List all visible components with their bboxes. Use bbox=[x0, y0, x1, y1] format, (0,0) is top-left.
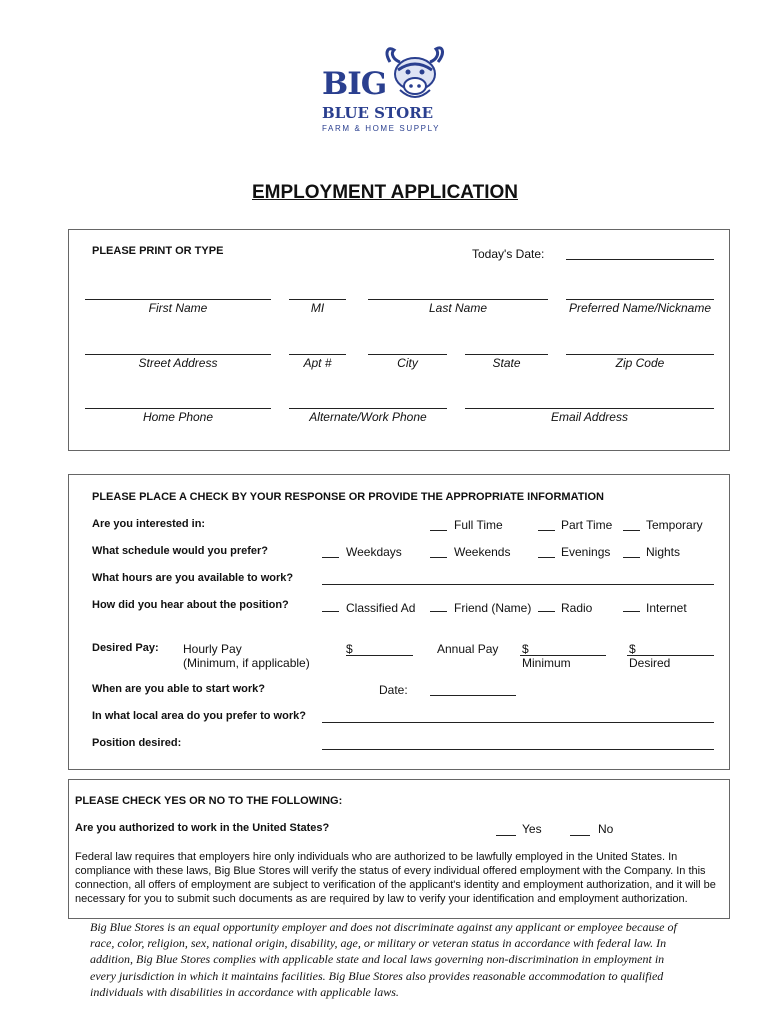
last-name-label: Last Name bbox=[428, 301, 488, 315]
bull-icon bbox=[380, 44, 450, 106]
mi-label: MI bbox=[310, 301, 325, 315]
friend-checkbox[interactable] bbox=[430, 611, 447, 612]
mi-field[interactable] bbox=[289, 299, 346, 300]
state-field[interactable] bbox=[465, 354, 548, 355]
internet-label: Internet bbox=[646, 601, 687, 615]
todays-date-field[interactable] bbox=[566, 259, 714, 260]
eeo-statement: Big Blue Stores is an equal opportunity employer and does not discriminate against any applicant or employee because of race, color, religion, sex, national origin, disability, age, or military or veteran status in accordance with federal law. In addition, Big Blue Stores complies with applicable state and local laws governing non-discrimination in employment in every jurisdiction in which it maintains facilities. Big Blue Stores also provides reasonable accommodation to qualified individuals with disabilities in accordance with applicable laws. bbox=[90, 920, 677, 999]
email-label: Email Address bbox=[551, 410, 628, 424]
hours-question: What hours are you available to work? bbox=[92, 572, 294, 584]
state-label: State bbox=[492, 356, 521, 370]
local-area-field[interactable] bbox=[322, 722, 714, 723]
radio-checkbox[interactable] bbox=[538, 611, 555, 612]
weekends-checkbox[interactable] bbox=[430, 557, 447, 558]
section1-heading: PLEASE PRINT OR TYPE bbox=[92, 245, 224, 257]
zip-code-field[interactable] bbox=[566, 354, 714, 355]
hourly-pay-label: Hourly Pay bbox=[183, 642, 242, 656]
position-question: Position desired: bbox=[92, 737, 182, 749]
part-time-checkbox[interactable] bbox=[538, 530, 555, 531]
hourly-pay-note: (Minimum, if applicable) bbox=[183, 656, 310, 670]
weekdays-label: Weekdays bbox=[346, 545, 402, 559]
nights-checkbox[interactable] bbox=[623, 557, 640, 558]
evenings-checkbox[interactable] bbox=[538, 557, 555, 558]
schedule-question: What schedule would you prefer? bbox=[92, 545, 269, 557]
first-name-label: First Name bbox=[148, 301, 208, 315]
start-question: When are you able to start work? bbox=[92, 683, 265, 695]
start-date-field[interactable] bbox=[430, 695, 516, 696]
logo-tagline: FARM & HOME SUPPLY bbox=[322, 124, 441, 133]
hourly-dollar: $ bbox=[346, 642, 353, 656]
street-address-field[interactable] bbox=[85, 354, 271, 355]
work-phone-label: Alternate/Work Phone bbox=[309, 410, 427, 424]
logo-big-text: BIG bbox=[322, 66, 387, 102]
hear-question: How did you hear about the position? bbox=[92, 599, 289, 611]
street-address-label: Street Address bbox=[138, 356, 218, 370]
federal-law-text: Federal law requires that employers hire only individuals who are authorized to be lawfully employed in the United States. In compliance with these laws, Big Blue Stores will verify the status of every individual offered employment with the Company. In this connection, all offers of employment are subject to verification of the applicant's identity and employment authorization, and it will be necessary for you to submit such documents as are required by law to verify your identification and employment authorization. bbox=[75, 851, 716, 905]
hourly-pay-field[interactable] bbox=[346, 655, 413, 656]
preferred-name-field[interactable] bbox=[566, 299, 714, 300]
no-checkbox[interactable] bbox=[570, 835, 590, 836]
page-title: EMPLOYMENT APPLICATION bbox=[252, 182, 518, 203]
todays-date-label: Today's Date: bbox=[472, 247, 545, 261]
full-time-checkbox[interactable] bbox=[430, 530, 447, 531]
zip-code-label: Zip Code bbox=[615, 356, 665, 370]
classified-ad-label: Classified Ad bbox=[346, 601, 416, 615]
section3-heading: PLEASE CHECK YES OR NO TO THE FOLLOWING: bbox=[75, 795, 343, 807]
internet-checkbox[interactable] bbox=[623, 611, 640, 612]
hours-field[interactable] bbox=[322, 584, 714, 585]
radio-label: Radio bbox=[561, 601, 593, 615]
home-phone-label: Home Phone bbox=[142, 410, 214, 424]
local-area-question: In what local area do you prefer to work? bbox=[92, 710, 306, 722]
start-date-label: Date: bbox=[379, 683, 408, 697]
part-time-label: Part Time bbox=[561, 518, 613, 532]
authorized-question: Are you authorized to work in the United States? bbox=[75, 822, 330, 834]
first-name-field[interactable] bbox=[85, 299, 271, 300]
no-label: No bbox=[598, 822, 614, 836]
minimum-label: Minimum bbox=[522, 656, 571, 670]
apt-label: Apt # bbox=[303, 356, 332, 370]
annual-min-dollar: $ bbox=[522, 642, 529, 656]
city-field[interactable] bbox=[368, 354, 447, 355]
full-time-label: Full Time bbox=[454, 518, 503, 532]
company-logo bbox=[318, 44, 458, 136]
email-field[interactable] bbox=[465, 408, 714, 409]
apt-field[interactable] bbox=[289, 354, 346, 355]
home-phone-field[interactable] bbox=[85, 408, 271, 409]
yes-label: Yes bbox=[522, 822, 542, 836]
evenings-label: Evenings bbox=[561, 545, 611, 559]
weekdays-checkbox[interactable] bbox=[322, 557, 339, 558]
last-name-field[interactable] bbox=[368, 299, 548, 300]
preferred-name-label: Preferred Name/Nickname bbox=[568, 301, 712, 315]
position-field[interactable] bbox=[322, 749, 714, 750]
temporary-checkbox[interactable] bbox=[623, 530, 640, 531]
work-phone-field[interactable] bbox=[289, 408, 447, 409]
friend-label: Friend (Name) bbox=[454, 601, 532, 615]
desired-label: Desired bbox=[629, 656, 671, 670]
temporary-label: Temporary bbox=[646, 518, 703, 532]
section2-heading: PLEASE PLACE A CHECK BY YOUR RESPONSE OR PROVIDE THE APPROPRIATE INFORMATION bbox=[92, 491, 604, 503]
annual-pay-label: Annual Pay bbox=[437, 642, 499, 656]
classified-ad-checkbox[interactable] bbox=[322, 611, 339, 612]
desired-pay-label: Desired Pay: bbox=[92, 642, 159, 654]
weekends-label: Weekends bbox=[454, 545, 511, 559]
city-label: City bbox=[397, 356, 418, 370]
yes-checkbox[interactable] bbox=[496, 835, 516, 836]
nights-label: Nights bbox=[646, 545, 681, 559]
interested-question: Are you interested in: bbox=[92, 518, 206, 530]
annual-desired-dollar: $ bbox=[629, 642, 636, 656]
logo-blue-store-text: BLUE STORE bbox=[322, 104, 434, 122]
